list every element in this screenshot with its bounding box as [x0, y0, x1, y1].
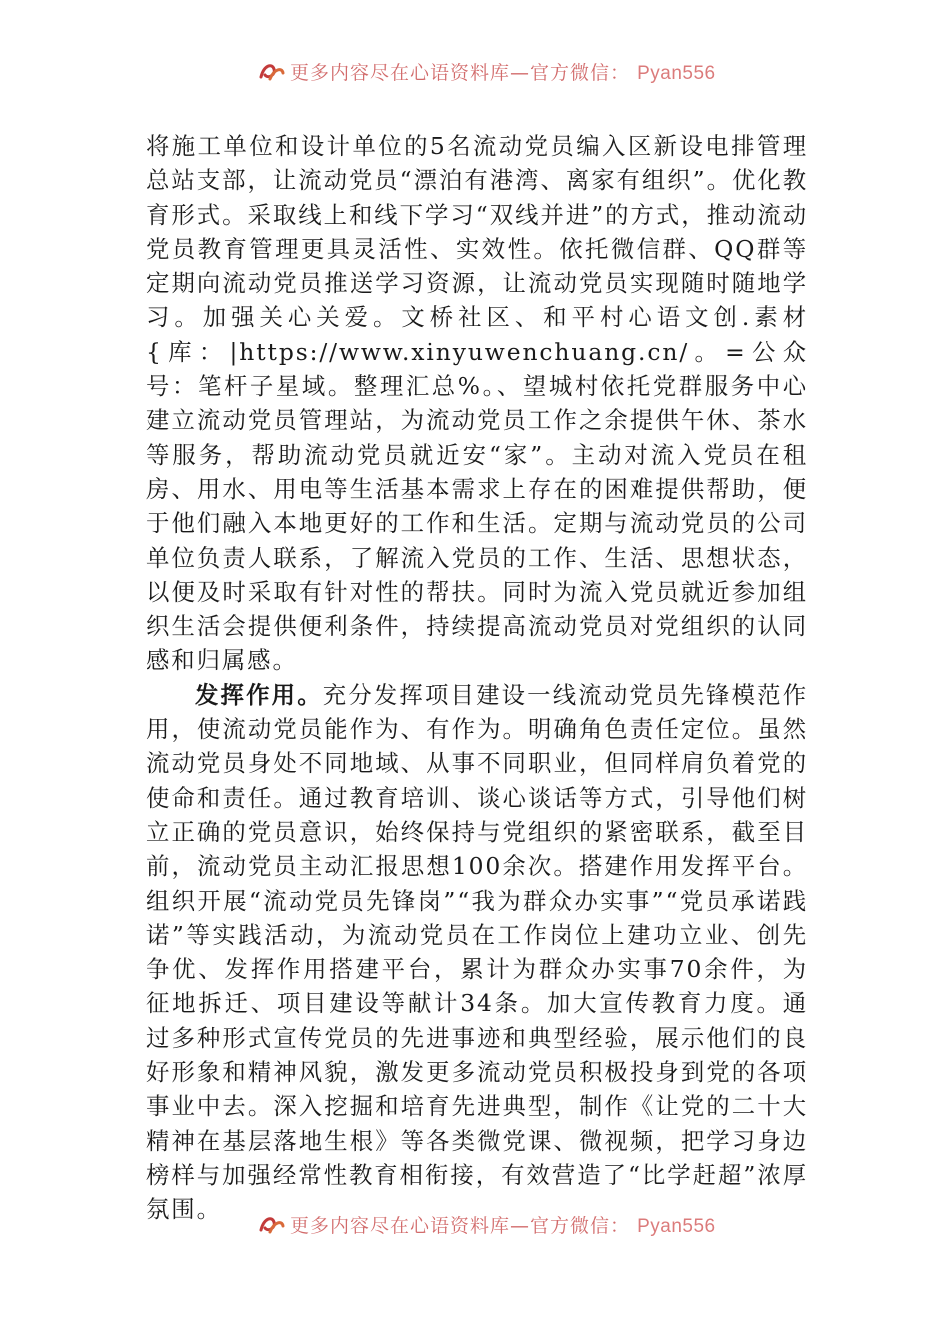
paragraph-2-text: 充分发挥项目建设一线流动党员先锋模范作用，使流动党员能作为、有作为。明确角色责任定位。虽然流动党员身处不同地域、从事不同职业，但同样肩负着党的使命和责任。通过教育培训、谈心谈话等方式，引导他们树立正确的党员意识，始终保持与党组织的紧密联系，截至目前，流动党员主动汇报思想100余次。搭建作用发挥平台。组织开展“流动党员先锋岗”“我为群众办实事”“党员承诺践诺”等实践活动，为流动党员在工作岗位上建功立业、创先争优、发挥作用搭建平台，累计为群众办实事70余件，为征地拆迁、项目建设等献计34条。加大宣传教育力度。通过多种形式宣传党员的先进事迹和典型经验，展示他们的良好形象和精神风貌，激发更多流动党员积极投身到党的各项事业中去。深入挖掘和培育先进典型，制作《让党的二十大精神在基层落地生根》等各类微党课、微视频，把学习身边榜样与加强经常性教育相衔接，有效营造了“比学赶超”浓厚氛围。 — [146, 680, 808, 1224]
paragraph-1: 将施工单位和设计单位的5名流动党员编入区新设电排管理总站支部，让流动党员“漂泊有港湾、离家有组织”。优化教育形式。采取线上和线下学习“双线并进”的方式，推动流动党员教育管理更具灵活性、实效性。依托微信群、QQ群等定期向流动党员推送学习资源，让流动党员实现随时随地学习。加强关心关爱。文桥社区、和平村心语文创.素材{库：|https://www.xinyuwenchuang.cn/。=公众号：笔杆子星域。整理汇总%。、望城村依托党群服务中心建立流动党员管理站，为流动党员工作之余提供午休、茶水等服务，帮助流动党员就近安“家”。主动对流入党员在租房、用水、用电等生活基本需求上存在的困难提供帮助，便于他们融入本地更好的工作和生活。定期与流动党员的公司单位负责人联系，了解流入党员的工作、生活、思想状态，以便及时采取有针对性的帮扶。同时为流入党员就近参加组织生活会提供便利条件，持续提高流动党员对党组织的认同感和归属感。 — [146, 132, 808, 675]
watermark-wechat-id: Pyan556 — [637, 63, 716, 84]
watermark-text: 更多内容尽在心语资料库 — [290, 1215, 511, 1237]
logo-icon — [258, 61, 286, 83]
paragraph-2-lead: 发挥作用。 — [195, 680, 323, 709]
watermark-separator: — — [510, 1215, 531, 1237]
paragraph-2 — [146, 678, 808, 1227]
footer-watermark — [0, 1205, 950, 1239]
watermark-suffix: 官方微信： — [530, 1215, 631, 1237]
document-body — [146, 129, 808, 1227]
logo-icon — [258, 1214, 286, 1236]
watermark-wechat-id: Pyan556 — [637, 1216, 716, 1237]
watermark-suffix: 官方微信： — [530, 62, 631, 84]
header-watermark — [0, 52, 950, 86]
watermark-text: 更多内容尽在心语资料库 — [290, 62, 511, 84]
watermark-separator: — — [510, 62, 531, 84]
